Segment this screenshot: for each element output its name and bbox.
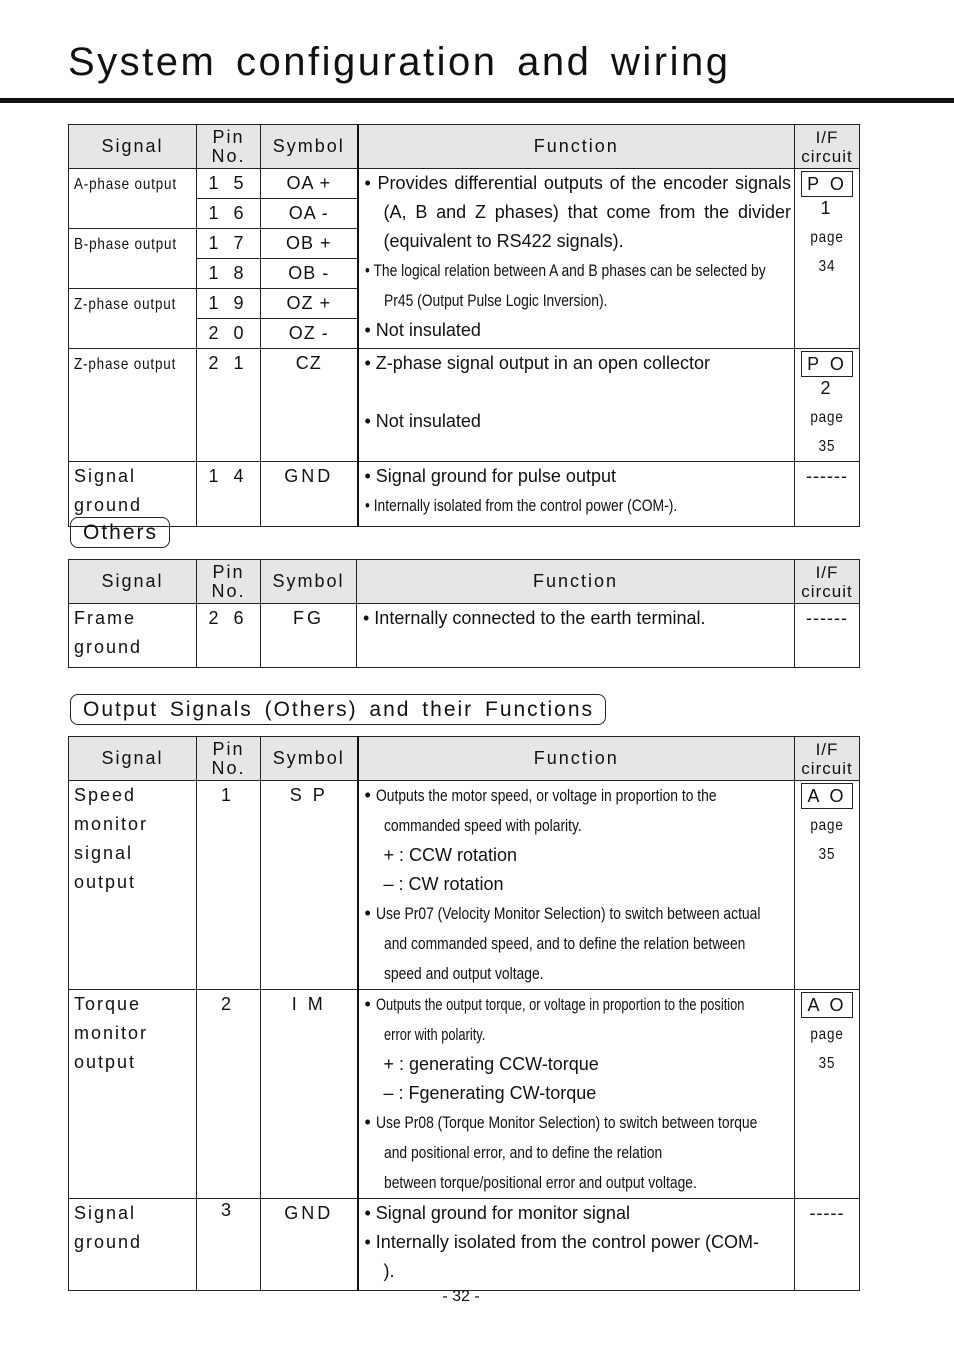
pin-number: 1 8 [197,259,261,289]
function-description: • Internally connected to the earth terminal. [357,604,795,668]
pin-number: 2 6 [197,604,261,668]
header-function: Function [358,737,795,781]
header-symbol: Symbol [261,737,358,781]
symbol: GND [261,462,358,527]
section-label-others: Others [70,517,170,548]
if-circuit-box: A O [801,783,853,809]
if-page-link[interactable]: page 35 [810,1026,844,1072]
signal-name: B-phase output [69,229,197,289]
if-circuit [795,990,860,1199]
if-circuit [795,169,860,349]
header-if-circuit: I/F circuit [795,737,860,781]
title-rule [0,98,954,103]
header-if-circuit: I/F circuit [795,125,860,169]
symbol: OA - [261,199,358,229]
table-row [69,169,860,199]
header-signal: Signal [69,125,197,169]
header-symbol: Symbol [261,125,358,169]
if-circuit [795,349,860,462]
signal-name: Z-phase output [69,349,197,462]
symbol: OB - [261,259,358,289]
if-circuit-box: A O [801,992,853,1018]
symbol: S P [261,781,358,990]
signal-name: Speed monitor signal output [69,781,197,990]
header-function: Function [358,125,795,169]
header-symbol: Symbol [261,560,357,604]
function-description: • Z-phase signal output in an open collector • Not insulated [358,349,795,462]
table-row [69,990,860,1199]
if-circuit: ----- [795,1199,860,1291]
table-header-row [69,737,860,781]
if-circuit [795,781,860,990]
symbol: OA + [261,169,358,199]
header-pin: Pin No. [197,737,261,781]
output-signals-table [68,736,860,1291]
signal-name: Signal ground [69,462,197,527]
symbol: GND [261,1199,358,1291]
signal-name: Z-phase output [69,289,197,349]
table-row [69,604,860,668]
signal-name: Torque monitor output [69,990,197,1199]
if-page-link[interactable]: page 35 [810,409,844,455]
header-signal: Signal [69,560,197,604]
symbol: OZ + [261,289,358,319]
header-pin: Pin No. [197,125,261,169]
pin-number: 3 [197,1199,261,1291]
table-row [69,781,860,990]
pin-number: 1 [197,781,261,990]
header-pin: Pin No. [197,560,261,604]
pin-number: 1 5 [197,169,261,199]
pin-number: 2 [197,990,261,1199]
if-circuit: ------ [795,604,860,668]
symbol: CZ [261,349,358,462]
if-circuit-box: P O 2 [801,351,853,377]
signal-name: Signal ground [69,1199,197,1291]
pin-number: 1 9 [197,289,261,319]
page-number: - 32 - [442,1288,480,1305]
symbol: OZ - [261,319,358,349]
if-circuit: ------ [795,462,860,527]
header-function: Function [357,560,795,604]
others-table [68,559,860,668]
function-description: • Outputs the motor speed, or voltage in proportion to the commanded speed with polarity. + : CCW rotation – : CW rotation • Use Pr07 (Velocity Monitor Selection) to switch between actual and commanded speed, and to define the relation between speed and output voltage. [358,781,795,990]
table-header-row [69,560,860,604]
signal-name: A-phase output [69,169,197,229]
pin-number: 2 1 [197,349,261,462]
section-label-output-signals: Output Signals (Others) and their Functions [70,694,606,725]
table-row [69,349,860,462]
function-description: • Provides differential outputs of the encoder signals (A, B and Z phases) that come from the divider (equivalent to RS422 signals). • The logical relation between A and B phases can be selected by Pr45 (Output Pulse Logic Inversion). • Not insulated [358,169,795,349]
table-row [69,1199,860,1291]
pin-number: 2 0 [197,319,261,349]
table-row [69,462,860,527]
signal-name: Frame ground [69,604,197,668]
symbol: OB + [261,229,358,259]
function-description: • Outputs the output torque, or voltage in proportion to the position error with polarity. + : generating CCW-torque – : Fgenerating CW-torque • Use Pr08 (Torque Monitor Selection) to switch between torque and positional error, and to define the relation between torque/positional error and output voltage. [358,990,795,1199]
if-page-link[interactable]: page 34 [810,229,844,275]
pin-number: 1 4 [197,462,261,527]
symbol: I M [261,990,358,1199]
page-title: System configuration and wiring [68,40,731,84]
if-circuit-box: P O 1 [801,171,853,197]
header-if-circuit: I/F circuit [795,560,860,604]
if-page-link[interactable]: page 35 [810,817,844,863]
table-header-row [69,125,860,169]
function-description: • Signal ground for monitor signal • Internally isolated from the control power (COM- ). [358,1199,795,1291]
pin-number: 1 6 [197,199,261,229]
pin-number: 1 7 [197,229,261,259]
symbol: FG [261,604,357,668]
function-description: • Signal ground for pulse output • Internally isolated from the control power (COM-). [358,462,795,527]
encoder-output-table [68,124,860,527]
header-signal: Signal [69,737,197,781]
